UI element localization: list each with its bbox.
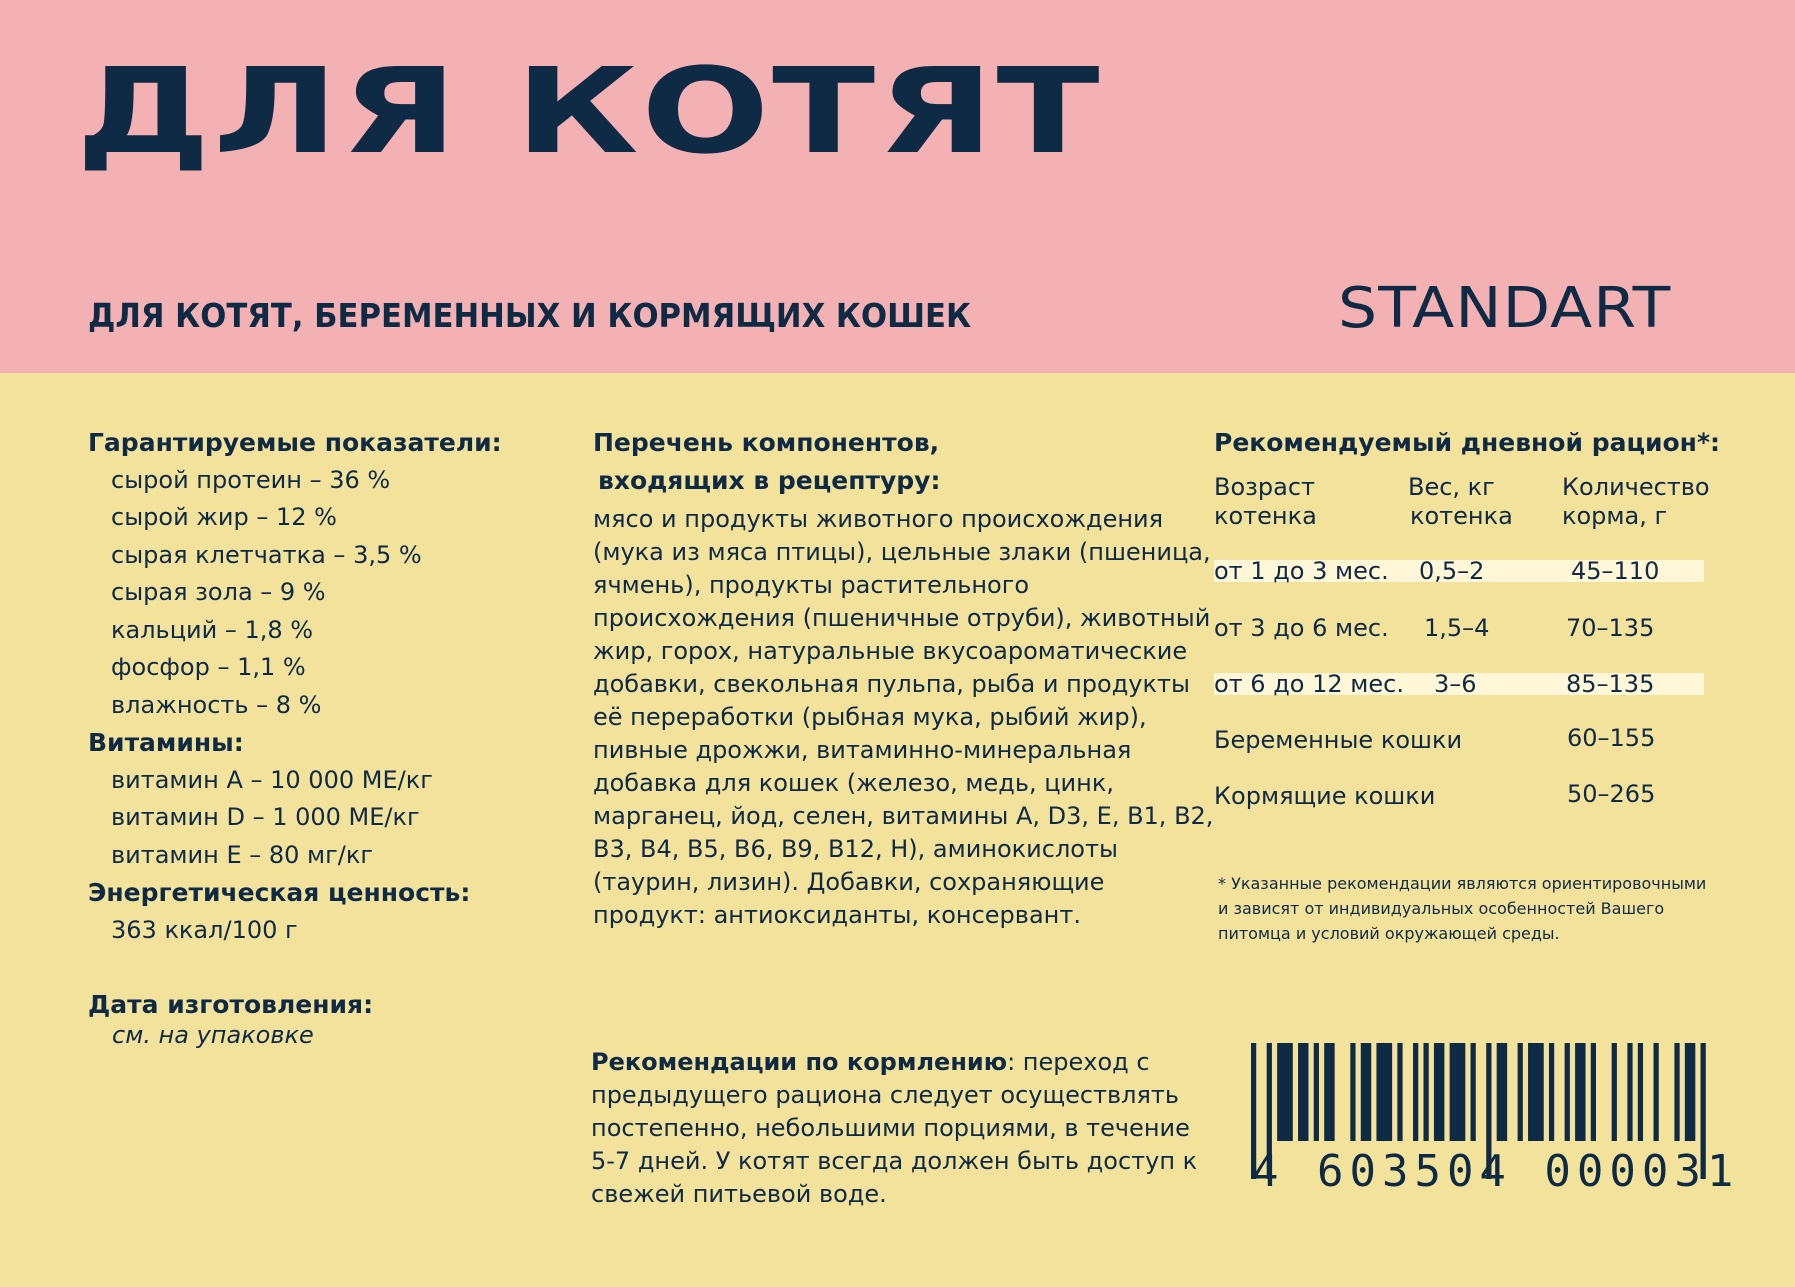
composition-line: добавки, свекольная пульпа, рыба и продукты xyxy=(593,670,1190,698)
ration-row-age: от 6 до 12 мес. xyxy=(1214,670,1404,698)
product-title: ДЛЯ КОТЯТ xyxy=(76,42,1103,180)
composition-text xyxy=(593,503,1213,932)
ration-row-weight: 0,5–2 xyxy=(1419,557,1485,585)
date-value: см. на упаковке xyxy=(112,1021,314,1049)
composition-line: жир, горох, натуральные вкусоароматические xyxy=(593,637,1188,665)
ration-footnote xyxy=(1218,871,1706,946)
composition-line: добавка для кошек (железо, медь, цинк, xyxy=(593,769,1114,797)
barcode-bar xyxy=(1528,1043,1544,1141)
composition-heading-line2: входящих в рецептуру: xyxy=(598,466,941,495)
footnote-line: питомца и условий окружающей среды. xyxy=(1218,924,1560,943)
header-band xyxy=(0,0,1795,373)
barcode-bar xyxy=(1376,1043,1392,1141)
ration-row-amount: 45–110 xyxy=(1571,557,1660,585)
date-heading: Дата изготовления: xyxy=(88,990,374,1019)
composition-line: происхождения (пшеничные отруби), животный xyxy=(593,604,1211,632)
barcode-bar xyxy=(1361,1043,1371,1141)
nutrient-item: сырая зола – 9 % xyxy=(111,578,326,606)
barcode-bar xyxy=(1674,1043,1679,1141)
barcode-bar xyxy=(1638,1043,1643,1141)
barcode-bar xyxy=(1314,1043,1319,1141)
composition-heading-line1: Перечень компонентов, xyxy=(593,428,940,457)
col-header-age: котенка xyxy=(1214,502,1317,530)
ration-row-weight: 1,5–4 xyxy=(1424,614,1490,642)
barcode-number: 4 603504 000031 xyxy=(1252,1146,1740,1197)
barcode-bar xyxy=(1277,1043,1293,1141)
composition-line: ячмень), продукты растительного xyxy=(593,571,1030,599)
barcode-bar xyxy=(1497,1043,1507,1141)
composition-line: В3, В4, В5, В6, В9, В12, Н), аминокислоты xyxy=(593,835,1118,863)
nutrient-item: сырой жир – 12 % xyxy=(111,503,337,531)
feeding-text xyxy=(591,1046,1197,1211)
ration-row-amount: 85–135 xyxy=(1566,670,1655,698)
barcode-bar xyxy=(1413,1043,1418,1141)
feeding-line: 5-7 дней. У котят всегда должен быть доступ к xyxy=(591,1147,1198,1175)
barcode-bar xyxy=(1434,1043,1444,1141)
ration-row-weight: 3–6 xyxy=(1434,670,1477,698)
guaranteed-heading: Гарантируемые показатели: xyxy=(88,428,502,457)
composition-line: мясо и продукты животного происхождения xyxy=(593,505,1164,533)
nutrient-item: сырой протеин – 36 % xyxy=(111,466,391,494)
brand-logo: STANDART xyxy=(1338,276,1672,341)
col-header-age: Возраст xyxy=(1214,473,1316,501)
feeding-line: свежей питьевой воде. xyxy=(591,1180,887,1208)
ration-row-age: Беременные кошки xyxy=(1214,726,1463,754)
barcode-bar xyxy=(1591,1043,1596,1141)
ration-row-age: от 1 до 3 мес. xyxy=(1214,557,1389,585)
barcode-bar xyxy=(1324,1043,1334,1141)
composition-line: продукт: антиоксиданты, консервант. xyxy=(593,901,1081,929)
barcode-bar xyxy=(1685,1043,1695,1141)
composition-line: марганец, йод, селен, витамины А, D3, Е, В1, В2, xyxy=(593,802,1214,830)
footnote-line: * Указанные рекомендации являются ориентировочными xyxy=(1218,874,1707,893)
barcode-bar xyxy=(1627,1043,1632,1141)
nutrient-item: кальций – 1,8 % xyxy=(111,616,314,644)
ration-row-amount: 70–135 xyxy=(1566,614,1655,642)
composition-line: (таурин, лизин). Добавки, сохраняющие xyxy=(593,868,1105,896)
energy-heading: Энергетическая ценность: xyxy=(88,878,471,907)
ration-row-age: Кормящие кошки xyxy=(1214,782,1436,810)
barcode-bar xyxy=(1575,1043,1585,1141)
feeding-line: постепенно, небольшими порциями, в течение xyxy=(591,1114,1190,1142)
ration-row-amount: 60–155 xyxy=(1567,724,1656,752)
barcode-bar xyxy=(1350,1043,1355,1141)
vitamin-item: витамин А – 10 000 МЕ/кг xyxy=(111,766,433,794)
composition-line: пивные дрожжи, витаминно-минеральная xyxy=(593,736,1132,764)
footnote-line: и зависят от индивидуальных особенностей Вашего xyxy=(1218,899,1665,918)
col-header-amount: корма, г xyxy=(1562,502,1668,530)
feeding-heading: Рекомендации по кормлению xyxy=(591,1048,1008,1076)
barcode-bar xyxy=(1654,1043,1659,1141)
col-header-weight: Вес, кг xyxy=(1408,473,1495,501)
barcode-bar xyxy=(1450,1043,1466,1141)
energy-value: 363 ккал/100 г xyxy=(111,916,298,944)
feeding-line: : переход с xyxy=(1007,1048,1150,1076)
barcode-bar xyxy=(1549,1043,1554,1141)
barcode-bar xyxy=(1565,1043,1570,1141)
vitamin-item: витамин D – 1 000 МЕ/кг xyxy=(111,803,420,831)
nutrient-item: фосфор – 1,1 % xyxy=(111,653,306,681)
col-header-weight: котенка xyxy=(1410,502,1513,530)
barcode-bar xyxy=(1397,1043,1402,1141)
barcode-bar xyxy=(1518,1043,1523,1141)
barcode-bar xyxy=(1471,1043,1476,1141)
col-header-amount: Количество xyxy=(1562,473,1710,501)
vitamin-item: витамин Е – 80 мг/кг xyxy=(111,841,373,869)
nutrient-item: влажность – 8 % xyxy=(111,691,322,719)
barcode-bar xyxy=(1612,1043,1617,1141)
ration-row-amount: 50–265 xyxy=(1567,780,1656,808)
vitamins-heading: Витамины: xyxy=(88,728,244,757)
barcode-bar xyxy=(1298,1043,1308,1141)
nutrient-item: сырая клетчатка – 3,5 % xyxy=(111,541,422,569)
ration-row-age: от 3 до 6 мес. xyxy=(1214,614,1389,642)
composition-line: (мука из мяса птицы), цельные злаки (пшеница, xyxy=(593,538,1211,566)
product-subtitle: ДЛЯ КОТЯТ, БЕРЕМЕННЫХ И КОРМЯЩИХ КОШЕК xyxy=(88,296,972,335)
feeding-line: предыдущего рациона следует осуществлять xyxy=(591,1081,1180,1109)
barcode-bar xyxy=(1424,1043,1429,1141)
composition-line: её переработки (рыбная мука, рыбий жир), xyxy=(593,703,1147,731)
ration-heading: Рекомендуемый дневной рацион*: xyxy=(1214,428,1721,457)
